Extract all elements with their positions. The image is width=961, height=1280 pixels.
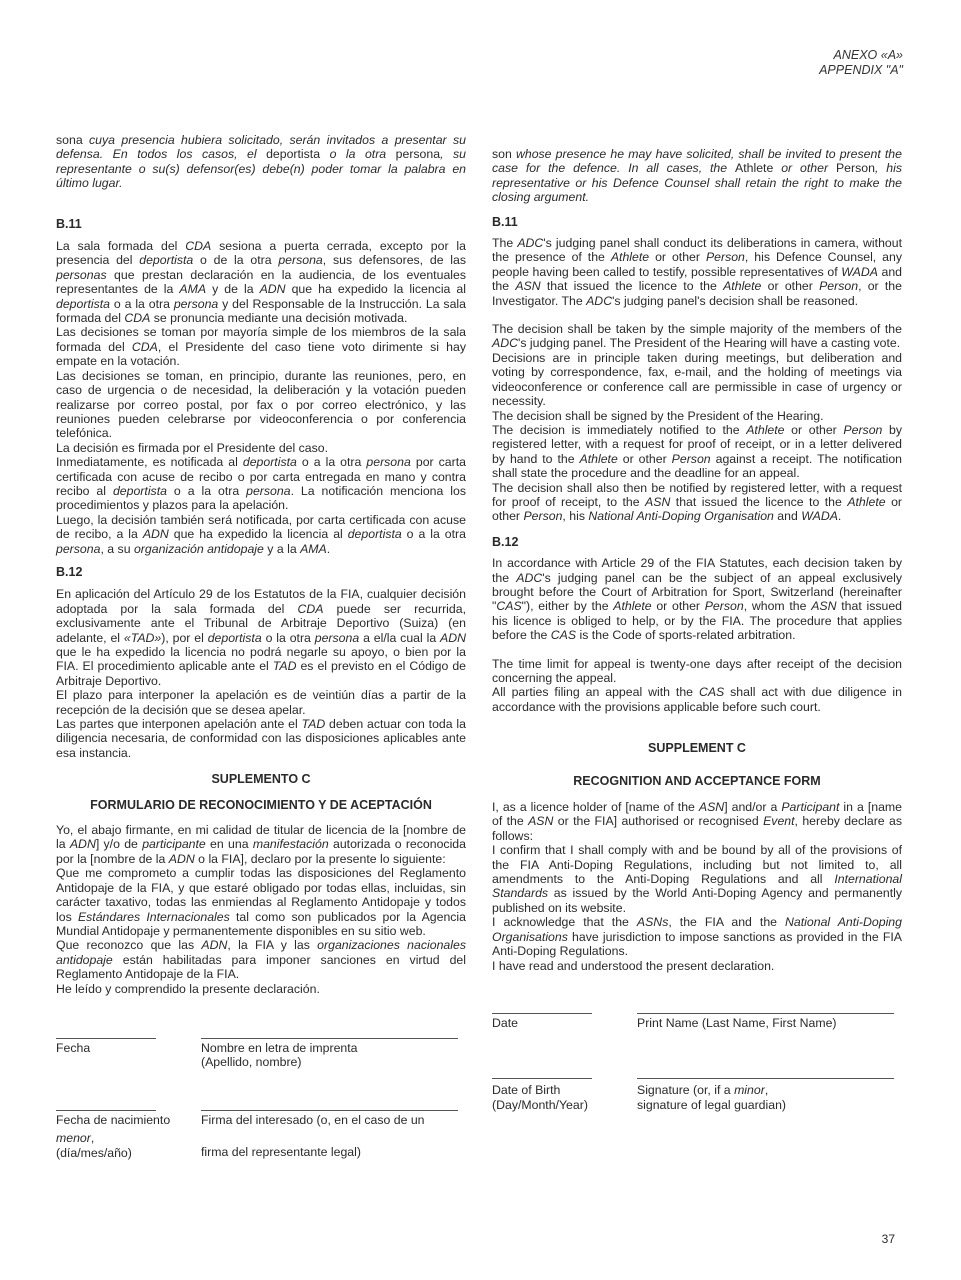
paragraph: I, as a licence holder of [name of the ASN] and/or a Participant in a [name of the ASN or the FIA] authorised or recognised Event, hereby declare as follows:: [492, 800, 903, 843]
header-annex-en: APPENDIX "A": [819, 63, 903, 77]
signature-hint: firma del representante legal): [201, 1145, 361, 1160]
date-line[interactable]: [492, 1013, 592, 1014]
paragraph: Que reconozco que las ADN, la FIA y las organizaciones nacionales antidopaje están habilitadas para imponer sanciones en virtud del Reglamento Antidopaje de la FIA.: [56, 938, 466, 982]
minor-label: menor: [56, 1131, 91, 1146]
paragraph: La sala formada del CDA sesiona a puerta cerrada, excepto por la presencia del deportista o de la otra persona, sus defensores, de las personas que prestan declaración en la audiencia, de los eventuales representantes de la AMA y de la ADN que ha expedido la licencia al deportista o a la otra persona y del Responsable de la Instrucción. La sala formada del CDA se pronuncia mediante una decisión motivada.: [56, 239, 467, 326]
name-line[interactable]: [637, 1013, 894, 1014]
section-title-b12: B.12: [492, 534, 519, 549]
paragraph: Decisions are in principle taken during meetings, but deliberation and voting by correspondence, fax, e-mail, and the holding of meetings via videoconference or conference call are permissible in case of urgency or necessity.: [492, 350, 902, 409]
paragraph: The decision shall be signed by the President of the Hearing.: [492, 408, 824, 423]
paragraph: I confirm that I shall comply with and be bound by all of the provisions of the FIA Anti-Doping Regulations, including but not limited to, all amendments to the Anti-Doping Regulations and all International Standards as issued by the World Anti-Doping Agency and permanently published on its website.: [492, 843, 902, 915]
paragraph: Las partes que interponen apelación ante el TAD deben actuar con toda la diligencia necesaria, de conformidad con las disposiciones aplicables ante esa instancia.: [56, 717, 466, 760]
dob-line[interactable]: [56, 1110, 156, 1111]
form-title: RECOGNITION AND ACCEPTANCE FORM: [573, 773, 821, 788]
signature-hint: signature of legal guardian): [637, 1097, 787, 1112]
supplement-title: SUPPLEMENT C: [648, 741, 746, 756]
section-title-b12: B.12: [56, 564, 83, 579]
paragraph: Luego, la decisión también será notificada, por carta certificada con acuse de recibo, a la ADN que ha expedido la licencia al deportista o a la otra persona, a su organización antidopaje y a la AMA.: [56, 512, 466, 556]
paragraph: The decision is immediately notified to the Athlete or other Person by registered letter, with a request for proof of receipt, or in a letter delivered by hand to the Athlete or other Person against a receipt. The notification shall state the procedure and the deadline for an appeal.: [492, 422, 903, 481]
paragraph: The decision shall also then be notified by registered letter, with a request for proof of receipt, to the ASN that issued the licence to the Athlete or other Person, his National Anti-Doping Organisation and WADA.: [492, 480, 902, 524]
dob-label: Fecha de nacimiento: [56, 1112, 171, 1127]
paragraph: El plazo para interponer la apelación es de veintiún días a partir de la recepción de la decisión que se desea apelar.: [56, 688, 466, 717]
signature-line[interactable]: [637, 1078, 894, 1079]
date-line[interactable]: [56, 1038, 156, 1039]
signature-lines: [492, 1078, 902, 1079]
paragraph: sona cuya presencia hubiera solicitado, serán invitados a presentar su defensa. En todos los casos, el deportista o la otra persona, su representante o su(s) defensor(es) debe(n) poder tomar la palabra en último lugar.: [56, 133, 466, 191]
english-column: [492, 147, 902, 1112]
minor-label: minor: [734, 1083, 765, 1098]
signature-line[interactable]: [201, 1110, 458, 1111]
print-name-label: Nombre en letra de imprenta: [201, 1040, 358, 1055]
print-name-label: Print Name (Last Name, First Name): [637, 1015, 837, 1030]
print-name-hint: (Apellido, nombre): [201, 1055, 302, 1070]
page-header: [819, 48, 903, 78]
date-label: Fecha: [56, 1040, 91, 1055]
spanish-column: [56, 133, 466, 1160]
paragraph: I acknowledge that the ASNs, the FIA and the National Anti-Doping Organisations have jurisdiction to impose sanctions as provided in the FIA Anti-Doping Regulations.: [492, 915, 902, 959]
page-number: 37: [881, 1232, 895, 1246]
paragraph: En aplicación del Artículo 29 de los Estatutos de la FIA, cualquier decisión adoptada por la sala formada del CDA puede ser recurrida, exclusivamente ante el Tribunal de Arbitraje Deportivo (Suiza) (en adelante, el «TAD»), por el deportista o la otra persona a el/la cual la ADN que le ha expedido la licencia no podrá negarle su apoyo, o bien por la FIA. El procedimiento aplicable ante el TAD es el previsto en el Código de Arbitraje Deportivo.: [56, 587, 467, 688]
dob-format: (Day/Month/Year): [492, 1097, 588, 1112]
paragraph: He leído y comprendido la presente declaración.: [56, 981, 320, 996]
dob-label: Date of Birth: [492, 1083, 561, 1098]
signature-lines: [492, 1013, 902, 1014]
signature-lines: [56, 1038, 466, 1039]
paragraph: Inmediatamente, es notificada al deportista o a la otra persona por carta certificada con acuse de recibo o por carta entregada en mano y contra recibo al deportista o a la otra persona. La notificación menciona los procedimientos y plazos para la apelación.: [56, 455, 466, 513]
paragraph: In accordance with Article 29 of the FIA Statutes, each decision taken by the ADC's judging panel can be the subject of an appeal exclusively brought before the Court of Arbitration for Sport, Switzerland (hereinafter "CAS"), either by the Athlete or other Person, whom the ASN that issued his licence is obliged to help, or by the FIA. The procedure that applies before the CAS is the Code of sports-related arbitration.: [492, 556, 903, 643]
dob-format: (día/mes/año): [56, 1145, 132, 1160]
section-title-b11: B.11: [492, 214, 518, 229]
supplement-title: SUPLEMENTO C: [211, 772, 311, 787]
signature-lines: [56, 1110, 466, 1111]
header-annex-es: ANEXO «A»: [833, 48, 903, 62]
paragraph: Yo, el abajo firmante, en mi calidad de titular de licencia de la [nombre de la ADN] y/o de participante en una manifestación autorizada o reconocida por la [nombre de la ADN o la FIA], declaro por la presente lo siguiente:: [56, 823, 466, 866]
signature-labels: [492, 1016, 902, 1030]
paragraph: The ADC's judging panel shall conduct its deliberations in camera, without the presence of the Athlete or other Person, his Defence Counsel, any people having been called to testify, possible representatives of WADA and the ASN that issued the licence to the Athlete or other Person, or the Investigator. The ADC's judging panel's decision shall be reasoned.: [492, 236, 903, 308]
paragraph: Que me comprometo a cumplir todas las disposiciones del Reglamento Antidopaje de la FIA, y que estaré obligado por todas ellas, incluidas, sin carácter taxativo, todas las enmiendas al Reglamento Antidopaje y todos los Estándares Internacionales tal como son publicados por la Agencia Mundial Antidopaje y permanentemente disponibles en su sitio web.: [56, 866, 467, 938]
paragraph: All parties filing an appeal with the CAS shall act with due diligence in accordance with the provisions applicable before such court.: [492, 685, 902, 714]
paragraph: The decision shall be taken by the simple majority of the members of the ADC's judging panel. The President of the Hearing will have a casting vote.: [492, 322, 902, 351]
paragraph: Las decisiones se toman, en principio, durante las reuniones, pero, en caso de urgencia o de necesidad, la deliberación y la votación pueden realizarse por correo postal, por fax o por correo electrónico, y las reuniones pueden celebrarse por videoconferencia o por conferencia telefónica.: [56, 368, 466, 441]
paragraph: son whose presence he may have solicited, shall be invited to present the case for the defence. In all cases, the Athlete or other Person, his representative or his Defence Counsel shall retain the right to make the closing argument.: [492, 147, 902, 205]
section-title-b11: B.11: [56, 216, 82, 231]
signature-labels: Fecha de nacimiento menor, (día/mes/año) Firma del interesado (o, en el caso de un firma del representante legal): [56, 1113, 466, 1160]
date-label: Date: [492, 1015, 518, 1030]
signature-labels: [492, 1083, 902, 1112]
name-line[interactable]: [201, 1038, 458, 1039]
paragraph: Las decisiones se toman por mayoría simple de los miembros de la sala formada del CDA, el Presidente del caso tiene voto dirimente si hay empate en la votación.: [56, 325, 466, 369]
signature-label: Firma del interesado (o, en el caso de un: [201, 1112, 425, 1127]
signature-label: Signature (or, if a minor,: [637, 1083, 769, 1098]
paragraph: I have read and understood the present declaration.: [492, 958, 775, 973]
paragraph: La decisión es firmada por el Presidente del caso.: [56, 440, 329, 455]
dob-line[interactable]: [492, 1078, 592, 1079]
signature-labels: [56, 1041, 466, 1070]
paragraph: The time limit for appeal is twenty-one days after receipt of the decision concerning the appeal.: [492, 656, 902, 685]
form-title: FORMULARIO DE RECONOCIMIENTO Y DE ACEPTACIÓN: [90, 797, 432, 812]
